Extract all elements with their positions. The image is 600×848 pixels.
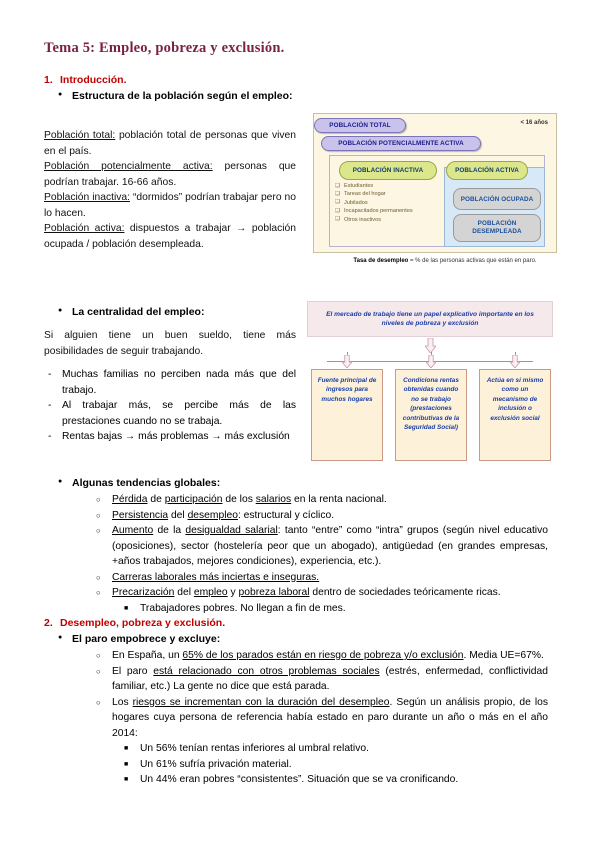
tendencia-text: en la renta nacional. bbox=[291, 494, 387, 505]
paro-term: riesgos se incrementan con la duración del desempleo bbox=[132, 696, 390, 708]
paro-text: . Media UE=67%. bbox=[463, 650, 544, 661]
tendencia-term: pobreza laboral bbox=[238, 587, 310, 598]
list-item: - Muchas familias no perciben nada más que del trabajo. bbox=[44, 367, 296, 398]
list-item: ■ Un 56% tenían rentas inferiores al umbral relativo. bbox=[112, 741, 548, 757]
definitions-block bbox=[44, 128, 296, 252]
pill-poblacion-desempleada-line1: POBLACIÓN bbox=[477, 220, 517, 227]
label-menores-16: < 16 años bbox=[520, 120, 548, 126]
tendencias-sublist bbox=[112, 601, 548, 617]
tendencia-term: Persistencia bbox=[112, 509, 169, 521]
list-item: ❑ Estudiantes bbox=[335, 183, 435, 190]
arrow-down-icon bbox=[426, 355, 436, 368]
list-item bbox=[96, 570, 548, 586]
subheading-centralidad-empleo: ● La centralidad del empleo: bbox=[72, 306, 204, 318]
arrow-down-icon bbox=[425, 338, 436, 353]
subheading-estructura-poblacion: ● Estructura de la población según el empleo: bbox=[72, 90, 293, 102]
tendencia-term: Pérdida bbox=[112, 494, 148, 505]
tendencia-term: Carreras laborales más inciertas e inseguras. bbox=[112, 571, 320, 583]
tendencia-text: del bbox=[174, 587, 194, 598]
pill-poblacion-potencialmente-activa: POBLACIÓN POTENCIALMENTE ACTIVA bbox=[321, 136, 481, 151]
section-1-number: 1. bbox=[44, 74, 53, 86]
pill-poblacion-activa: POBLACIÓN ACTIVA bbox=[446, 161, 528, 180]
tendencia-term: Aumento bbox=[112, 525, 154, 536]
paro-list bbox=[96, 648, 548, 788]
paro-text: . Según un análisis propio, de los hogares cuya persona de referencia había estado en paro durante un año o más en el año 2014: bbox=[112, 696, 548, 739]
paro-text: (estrés, enfermedad, conflictividad familiar, etc.) La gente no dice que está parada. bbox=[112, 665, 548, 692]
tendencias-list bbox=[96, 492, 548, 616]
tendencia-term: salarios bbox=[255, 494, 292, 505]
paro-term: está relacionado con otros problemas sociales bbox=[153, 665, 380, 677]
list-item: ■ Un 61% sufría privación material. bbox=[112, 757, 548, 773]
inactivos-list bbox=[335, 183, 435, 225]
arrow-down-icon bbox=[510, 355, 520, 368]
pill-poblacion-desempleada-line2: DESEMPLEADA bbox=[472, 228, 522, 235]
tendencia-text: de la bbox=[153, 525, 186, 536]
tendencia-text: : tanto “entre” como “intra” grupos (según nivel educativo (oposiciones), sector (hostelería peor que un abogado), antigüedad (en grandes empresas, +años trabajados, mejores condiciones), experiencia, etc.). bbox=[112, 525, 548, 567]
subheading-paro-empobrece: ● El paro empobrece y excluye: bbox=[72, 633, 220, 645]
paro-term: 65% de los parados están en riesgo de pobreza y/o exclusión bbox=[182, 650, 464, 661]
list-item: ❑ Jubilados bbox=[335, 200, 435, 207]
list-item bbox=[96, 492, 548, 508]
list-item: - Al trabajar más, se percibe más de las prestaciones cuando no se trabaja. bbox=[44, 398, 296, 429]
caption-text-tasa-desempleo: = % de las personas activas que están en paro. bbox=[408, 258, 537, 264]
paro-sublist bbox=[112, 741, 548, 788]
def-poblacion-potencialmente-activa: personas que podrían trabajar. 16-66 años. bbox=[44, 161, 296, 188]
caption-label-tasa-desempleo: Tasa de desempleo bbox=[353, 258, 409, 264]
diagram-mercado-box: Actúa en sí mismo como un mecanismo de inclusión o exclusión social bbox=[479, 369, 551, 461]
section-heading-2 bbox=[44, 617, 225, 629]
list-item bbox=[96, 508, 548, 524]
tendencia-text: de los bbox=[222, 494, 256, 505]
list-item: ■ Trabajadores pobres. No llegan a fin de mes. bbox=[112, 601, 548, 617]
term-poblacion-potencialmente-activa: Población potencialmente activa: bbox=[44, 161, 213, 172]
tendencia-text: dentro de sociedades teóricamente ricas. bbox=[309, 587, 501, 598]
diagram-mercado-trabajo bbox=[303, 297, 557, 465]
tendencia-term: empleo bbox=[193, 587, 228, 598]
section-2-number: 2. bbox=[44, 617, 53, 629]
arrow-down-icon bbox=[342, 355, 352, 368]
list-item bbox=[96, 523, 548, 570]
page-title: Tema 5: Empleo, pobreza y exclusión. bbox=[44, 40, 285, 56]
list-item bbox=[96, 648, 548, 664]
pill-poblacion-desempleada bbox=[453, 214, 541, 242]
diagram-mercado-header: El mercado de trabajo tiene un papel explicativo importante en los niveles de pobreza y exclusión bbox=[307, 301, 553, 337]
pill-poblacion-ocupada: POBLACIÓN OCUPADA bbox=[453, 188, 541, 210]
tendencia-term: desempleo bbox=[187, 509, 238, 521]
diagram-mercado-box: Fuente principal de ingresos para muchos hogares bbox=[311, 369, 383, 461]
tendencia-term: desigualdad salarial bbox=[185, 525, 278, 536]
list-item: ❑ Incapacitados permanentes bbox=[335, 208, 435, 215]
paro-text: El paro bbox=[112, 665, 154, 677]
section-1-title: Introducción. bbox=[60, 74, 127, 86]
diagram-poblacion-caption bbox=[331, 257, 559, 265]
pill-poblacion-inactiva: POBLACIÓN INACTIVA bbox=[339, 161, 437, 180]
pill-poblacion-total: POBLACIÓN TOTAL bbox=[314, 118, 406, 133]
section-heading-1 bbox=[44, 74, 127, 86]
list-item: - Rentas bajas → más problemas → más exclusión bbox=[44, 429, 296, 445]
diagram-poblacion bbox=[313, 113, 557, 273]
tendencia-term: participación bbox=[164, 494, 223, 505]
list-item bbox=[96, 695, 548, 788]
term-poblacion-total: Población total: bbox=[44, 130, 116, 141]
tendencia-term: Precarización bbox=[112, 587, 175, 598]
paro-text: Los bbox=[112, 696, 133, 708]
tendencia-text: y bbox=[227, 587, 239, 598]
paro-text: En España, un bbox=[112, 650, 183, 661]
tendencia-text: de bbox=[147, 494, 165, 505]
list-item bbox=[96, 585, 548, 616]
tendencia-text: del bbox=[168, 509, 188, 521]
term-poblacion-activa: Población activa: bbox=[44, 223, 125, 234]
list-item: ■ Un 44% eran pobres “consistentes”. Situación que se va cronificando. bbox=[112, 772, 548, 788]
centralidad-list bbox=[44, 367, 296, 445]
diagram-mercado-box: Condiciona rentas obtenidas cuando no se trabajo (prestaciones contributivas de la Seguridad Social) bbox=[395, 369, 467, 461]
centralidad-intro: Si alguien tiene un buen sueldo, tiene más posibilidades de seguir trabajando. bbox=[44, 330, 296, 357]
tendencia-text: : estructural y cíclico. bbox=[237, 509, 335, 521]
list-item: ❑ Otros inactivos bbox=[335, 217, 435, 224]
section-2-title: Desempleo, pobreza y exclusión. bbox=[60, 617, 226, 629]
list-item: ❑ Tareas del hogar bbox=[335, 191, 435, 198]
list-item bbox=[96, 664, 548, 695]
def-poblacion-total: población total de personas que viven en el país. bbox=[44, 130, 296, 157]
def-poblacion-inactiva: “dormidos” podrían trabajar pero no lo hacen. bbox=[44, 192, 296, 219]
term-poblacion-inactiva: Población inactiva: bbox=[44, 192, 130, 203]
subheading-tendencias-globales: ● Algunas tendencias globales: bbox=[72, 477, 220, 489]
def-poblacion-activa: dispuestos a trabajar → población ocupada / población desempleada. bbox=[44, 223, 296, 250]
